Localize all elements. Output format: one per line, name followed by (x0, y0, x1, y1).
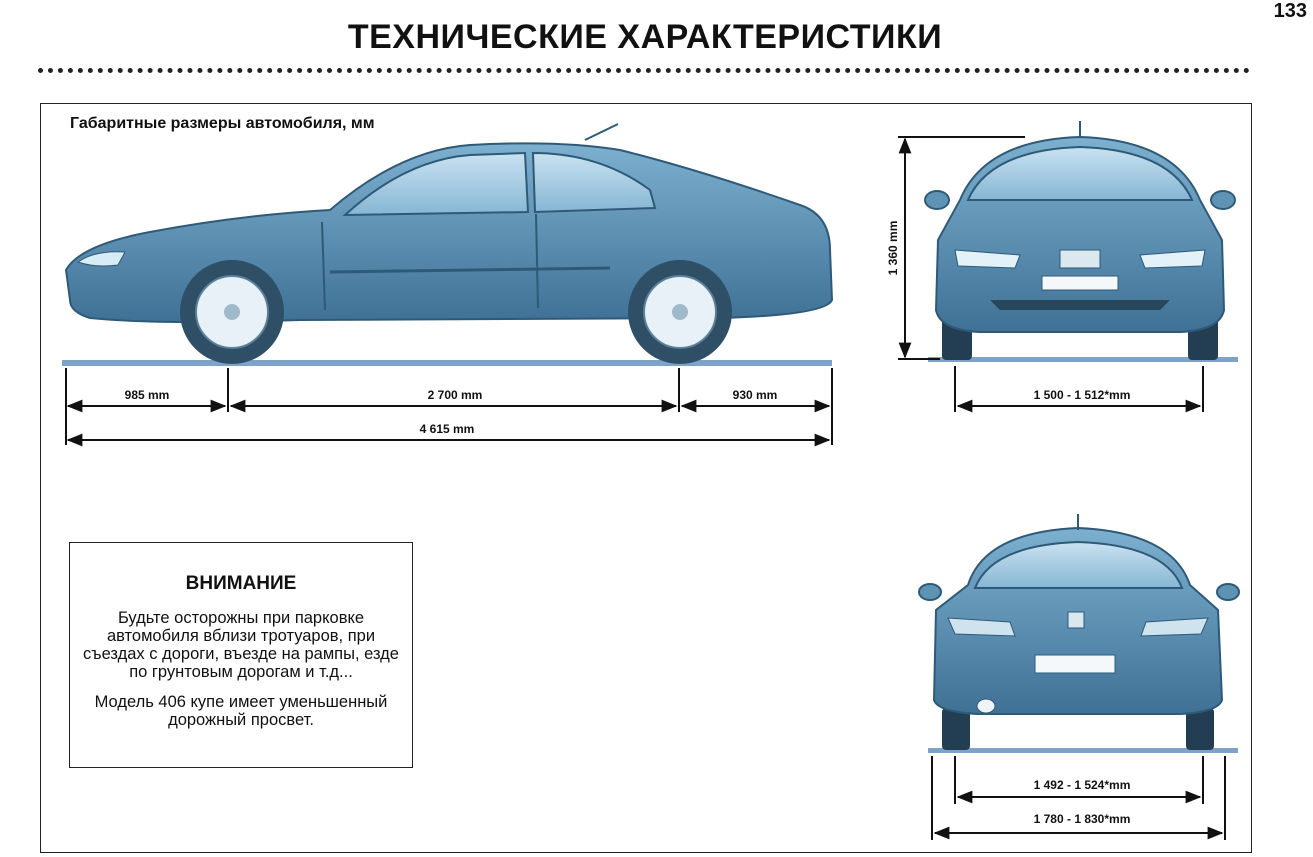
rear-dimension-lines (932, 756, 1225, 840)
front-wheel (180, 260, 284, 364)
rear-wheel (628, 260, 732, 364)
wheelbase-label: 2 700 mm (427, 388, 483, 402)
section-caption: Габаритные размеры автомобиля, мм (70, 115, 375, 132)
warning-box (69, 542, 413, 768)
car-side-view (62, 124, 832, 366)
page-number: 133 (1273, 0, 1307, 22)
page-title: ТЕХНИЧЕСКИЕ ХАРАКТЕРИСТИКИ (347, 18, 943, 56)
warning-paragraph-parking: Будьте осторожны при парковке автомобиля вблизи тротуаров, при съездах с дороги, въезде на рампы, езде по грунтовым дорогам и т.д... (83, 609, 399, 681)
car-front-view (925, 121, 1238, 362)
rear-track-label: 1 492 - 1 524*mm (1033, 778, 1131, 792)
rear-overhang-label: 930 mm (732, 388, 778, 402)
front-track-label: 1 500 - 1 512*mm (1033, 388, 1131, 402)
warning-paragraph-clearance: Модель 406 купе имеет уменьшенный дорожный просвет. (94, 693, 388, 729)
height-label: 1 360 mm (886, 220, 900, 276)
car-rear-view (919, 514, 1239, 753)
overall-length-label: 4 615 mm (419, 422, 475, 436)
warning-title: ВНИМАНИЕ (185, 573, 297, 594)
ground-line-side (62, 360, 832, 366)
overall-width-label: 1 780 - 1 830*mm (1033, 812, 1131, 826)
front-overhang-label: 985 mm (124, 388, 170, 402)
